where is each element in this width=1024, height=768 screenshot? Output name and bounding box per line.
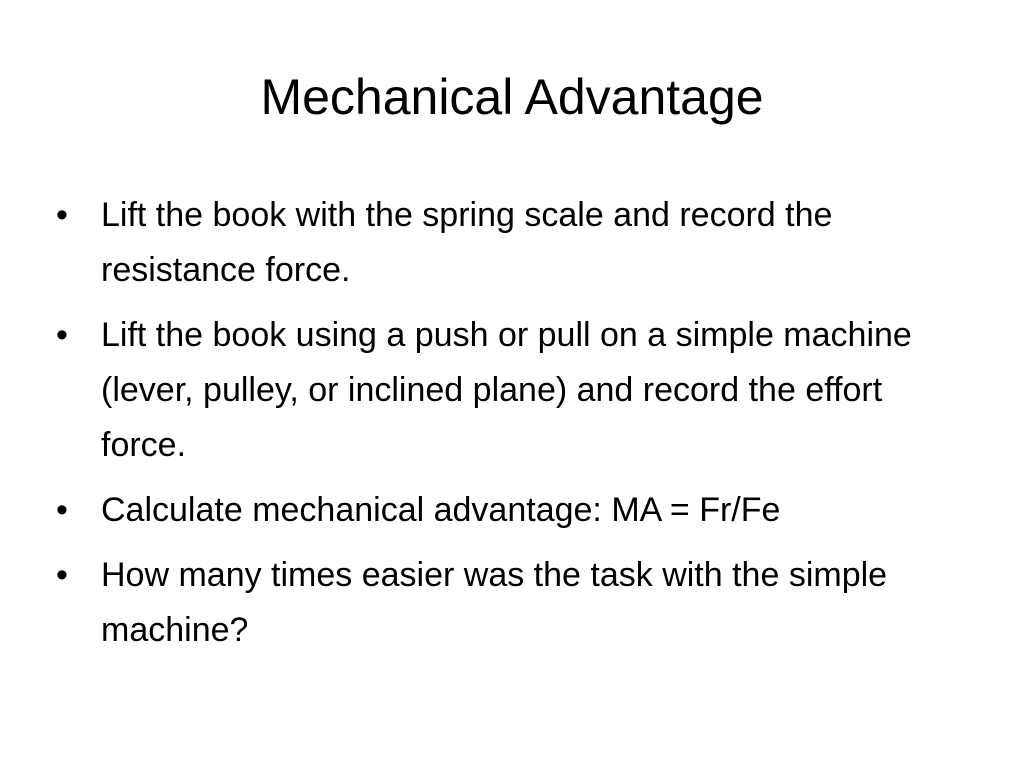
bullet-icon: • bbox=[56, 556, 68, 594]
bullet-list bbox=[56, 188, 956, 668]
bullet-text: Calculate mechanical advantage: MA = Fr/Fe bbox=[101, 491, 781, 529]
bullet-text: Lift the book using a push or pull on a simple machine (lever, pulley, or inclined plane) and record the effort force. bbox=[101, 316, 912, 464]
bullet-item bbox=[56, 308, 956, 473]
bullet-item bbox=[56, 483, 956, 538]
bullet-item bbox=[56, 188, 956, 298]
bullet-icon: • bbox=[56, 316, 68, 354]
bullet-icon: • bbox=[56, 196, 68, 234]
slide-title: Mechanical Advantage bbox=[260, 69, 764, 125]
bullet-text: How many times easier was the task with the simple machine? bbox=[101, 556, 888, 649]
bullet-icon: • bbox=[56, 491, 68, 529]
bullet-item bbox=[56, 548, 956, 658]
bullet-text: Lift the book with the spring scale and record the resistance force. bbox=[101, 196, 833, 289]
